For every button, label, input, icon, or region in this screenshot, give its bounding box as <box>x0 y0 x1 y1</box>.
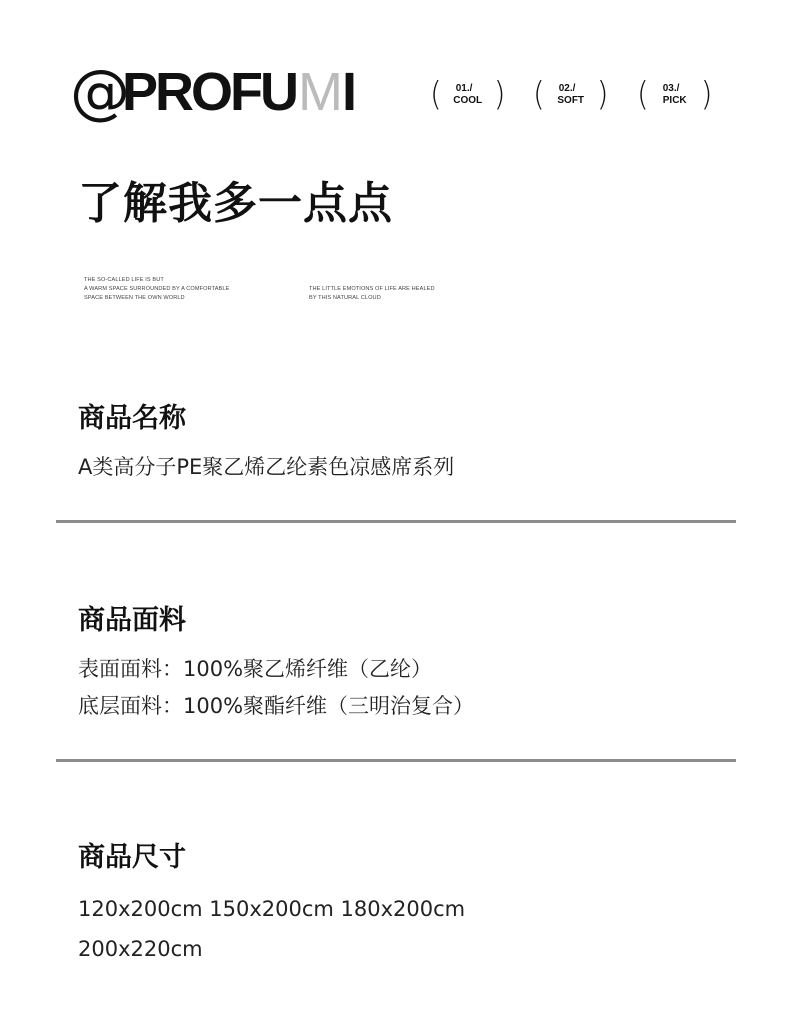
product-name-heading: 商品名称 <box>78 403 186 434</box>
logo-text-thin: M <box>298 62 341 122</box>
logo-text-tail: I <box>341 62 354 122</box>
fabric-bottom-value: 底层面料：100%聚酯纤维（三明治复合） <box>78 694 475 718</box>
right-bracket-icon: ) <box>596 75 609 114</box>
tagline-line: SPACE BETWEEN THE OWN WORLD <box>84 295 185 301</box>
product-name-value: A类高分子PE聚乙烯乙纶素色凉感席系列 <box>78 455 455 479</box>
tagline-left <box>84 276 229 303</box>
tagline-line: A WARM SPACE SURROUNDED BY A COMFORTABLE <box>84 286 230 292</box>
tagline-line: THE LITTLE EMOTIONS OF LIFE ARE HEALED <box>309 286 435 292</box>
left-bracket-icon: ( <box>533 75 545 114</box>
nav-label: PICK <box>662 95 687 106</box>
left-bracket-icon: ( <box>637 75 649 114</box>
tagline-line: THE SO-CALLED LIFE IS BUT <box>84 277 164 283</box>
product-size-heading: 商品尺寸 <box>78 842 186 873</box>
page-title: 了解我多一点点 <box>78 178 393 229</box>
nav-label: COOL <box>453 95 483 106</box>
nav-number: 02./ <box>558 83 576 94</box>
product-fabric-heading: 商品面料 <box>78 605 186 636</box>
nav-number: 01./ <box>455 83 473 94</box>
brand-logo <box>70 57 354 127</box>
tagline-line: BY THIS NATURAL CLOUD <box>309 295 381 301</box>
size-list-line-2: 200x220cm <box>78 937 203 961</box>
logo-at-symbol: @ <box>70 57 130 127</box>
fabric-surface-value: 表面面料：100%聚乙烯纤维（乙纶） <box>78 657 433 681</box>
divider <box>56 520 736 523</box>
right-bracket-icon: ) <box>493 75 506 114</box>
logo-text-bold: PROFU <box>122 62 296 122</box>
divider <box>56 759 736 762</box>
tagline-right <box>309 285 435 303</box>
nav-number: 03./ <box>662 83 680 94</box>
nav-item-soft[interactable] <box>533 76 608 114</box>
right-bracket-icon: ) <box>700 75 713 114</box>
nav-label: SOFT <box>557 95 585 106</box>
nav-item-pick[interactable] <box>637 76 712 114</box>
size-list-line-1: 120x200cm 150x200cm 180x200cm <box>78 897 466 921</box>
left-bracket-icon: ( <box>430 75 442 114</box>
nav-item-cool[interactable] <box>430 76 505 114</box>
